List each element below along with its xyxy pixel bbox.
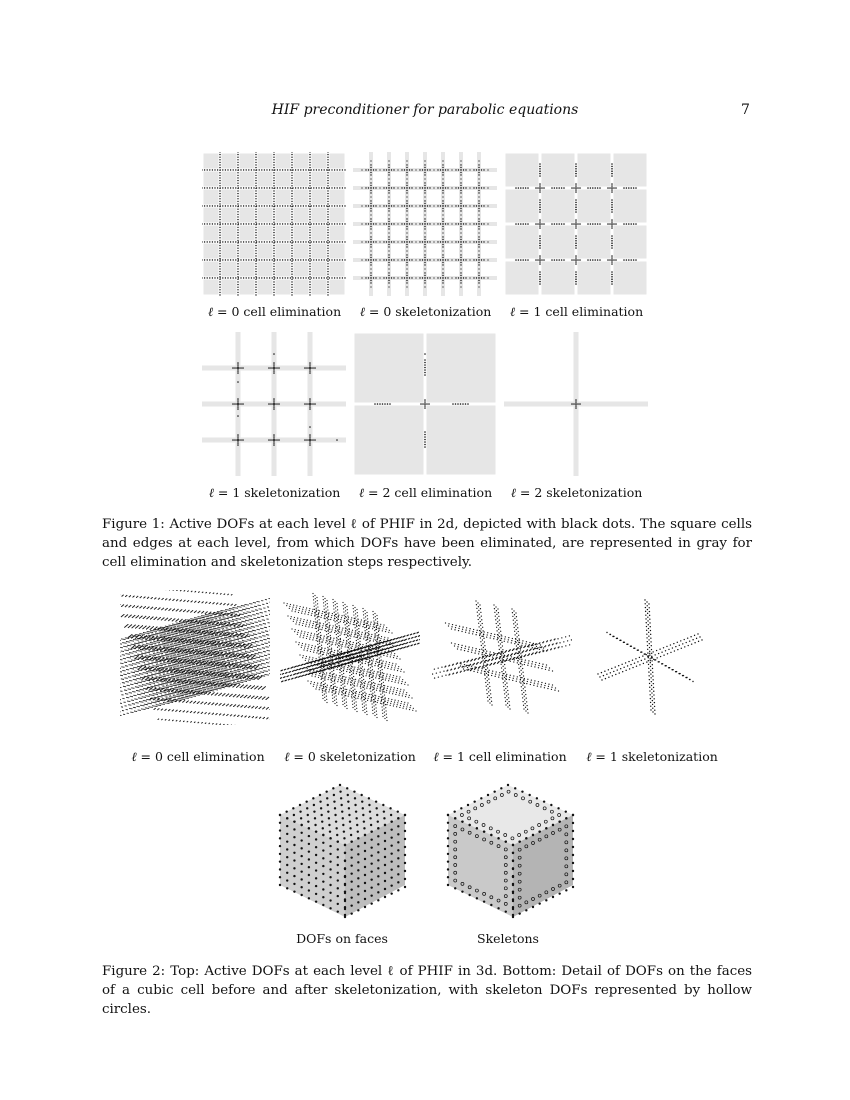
fig1-l2-cell-elimination-plot bbox=[353, 332, 498, 476]
fig1-panel-l0-skeletonization bbox=[353, 152, 498, 296]
fig2-panel-skeletons bbox=[438, 775, 583, 923]
page-number: 7 bbox=[741, 102, 750, 118]
fig2-label-dofs-on-faces: DOFs on faces bbox=[296, 931, 388, 946]
fig1-panel-l1-skeletonization bbox=[202, 332, 347, 476]
fig2-label-4: ℓ = 1 skeletonization bbox=[586, 749, 718, 764]
fig2-panel-l0-skeletonization bbox=[280, 590, 420, 725]
fig1-label-5: ℓ = 2 cell elimination bbox=[358, 485, 493, 500]
fig1-l0-skeletonization-plot bbox=[353, 152, 498, 296]
fig1-label-2: ℓ = 0 skeletonization bbox=[359, 304, 492, 319]
fig2-l1-skeletonization-plot bbox=[590, 590, 710, 725]
fig1-panel-l2-cell-elimination bbox=[353, 332, 498, 476]
fig1-panel-l0-cell-elimination bbox=[202, 152, 347, 296]
fig2-panel-l1-skeletonization bbox=[590, 590, 710, 725]
running-header-title: HIF preconditioner for parabolic equations bbox=[271, 102, 579, 118]
fig2-label-skeletons: Skeletons bbox=[477, 931, 539, 946]
fig1-l1-skeletonization-plot bbox=[202, 332, 347, 476]
fig2-panel-l1-cell-elimination bbox=[432, 590, 572, 725]
fig2-label-3: ℓ = 1 cell elimination bbox=[433, 749, 567, 764]
fig2-label-1: ℓ = 0 cell elimination bbox=[131, 749, 265, 764]
fig2-label-2: ℓ = 0 skeletonization bbox=[284, 749, 416, 764]
cube-skeletons bbox=[438, 775, 583, 923]
fig2-panel-l0-cell-elimination bbox=[120, 590, 270, 725]
fig1-label-4: ℓ = 1 skeletonization bbox=[208, 485, 341, 500]
figure1-caption: Figure 1: Active DOFs at each level ℓ of PHIF in 2d, depicted with black dots. The square cells and edges at each level, from which DOFs have been eliminated, are represented in gray for cell elimination and skeletonization steps respectively. bbox=[102, 517, 752, 570]
fig2-l0-cell-elimination-plot bbox=[120, 590, 270, 725]
fig1-l0-cell-elimination-plot bbox=[202, 152, 347, 296]
fig2-l0-skeletonization-plot bbox=[280, 590, 420, 725]
fig1-label-3: ℓ = 1 cell elimination bbox=[509, 304, 644, 319]
figure2-caption: Figure 2: Top: Active DOFs at each level ℓ of PHIF in 3d. Bottom: Detail of DOFs on the faces of a cubic cell before and after skeletonization, with skeleton DOFs represented by hollow circles. bbox=[102, 964, 752, 1017]
fig1-l2-skeletonization-plot bbox=[504, 332, 649, 476]
fig1-panel-l1-cell-elimination bbox=[504, 152, 649, 296]
fig1-label-1: ℓ = 0 cell elimination bbox=[207, 304, 342, 319]
fig1-l1-cell-elimination-plot bbox=[504, 152, 649, 296]
cube-dofs-on-faces bbox=[270, 775, 415, 923]
fig2-l1-cell-elimination-plot bbox=[432, 590, 572, 725]
fig1-label-6: ℓ = 2 skeletonization bbox=[510, 485, 643, 500]
fig2-panel-dofs-on-faces bbox=[270, 775, 415, 923]
fig1-panel-l2-skeletonization bbox=[504, 332, 649, 476]
